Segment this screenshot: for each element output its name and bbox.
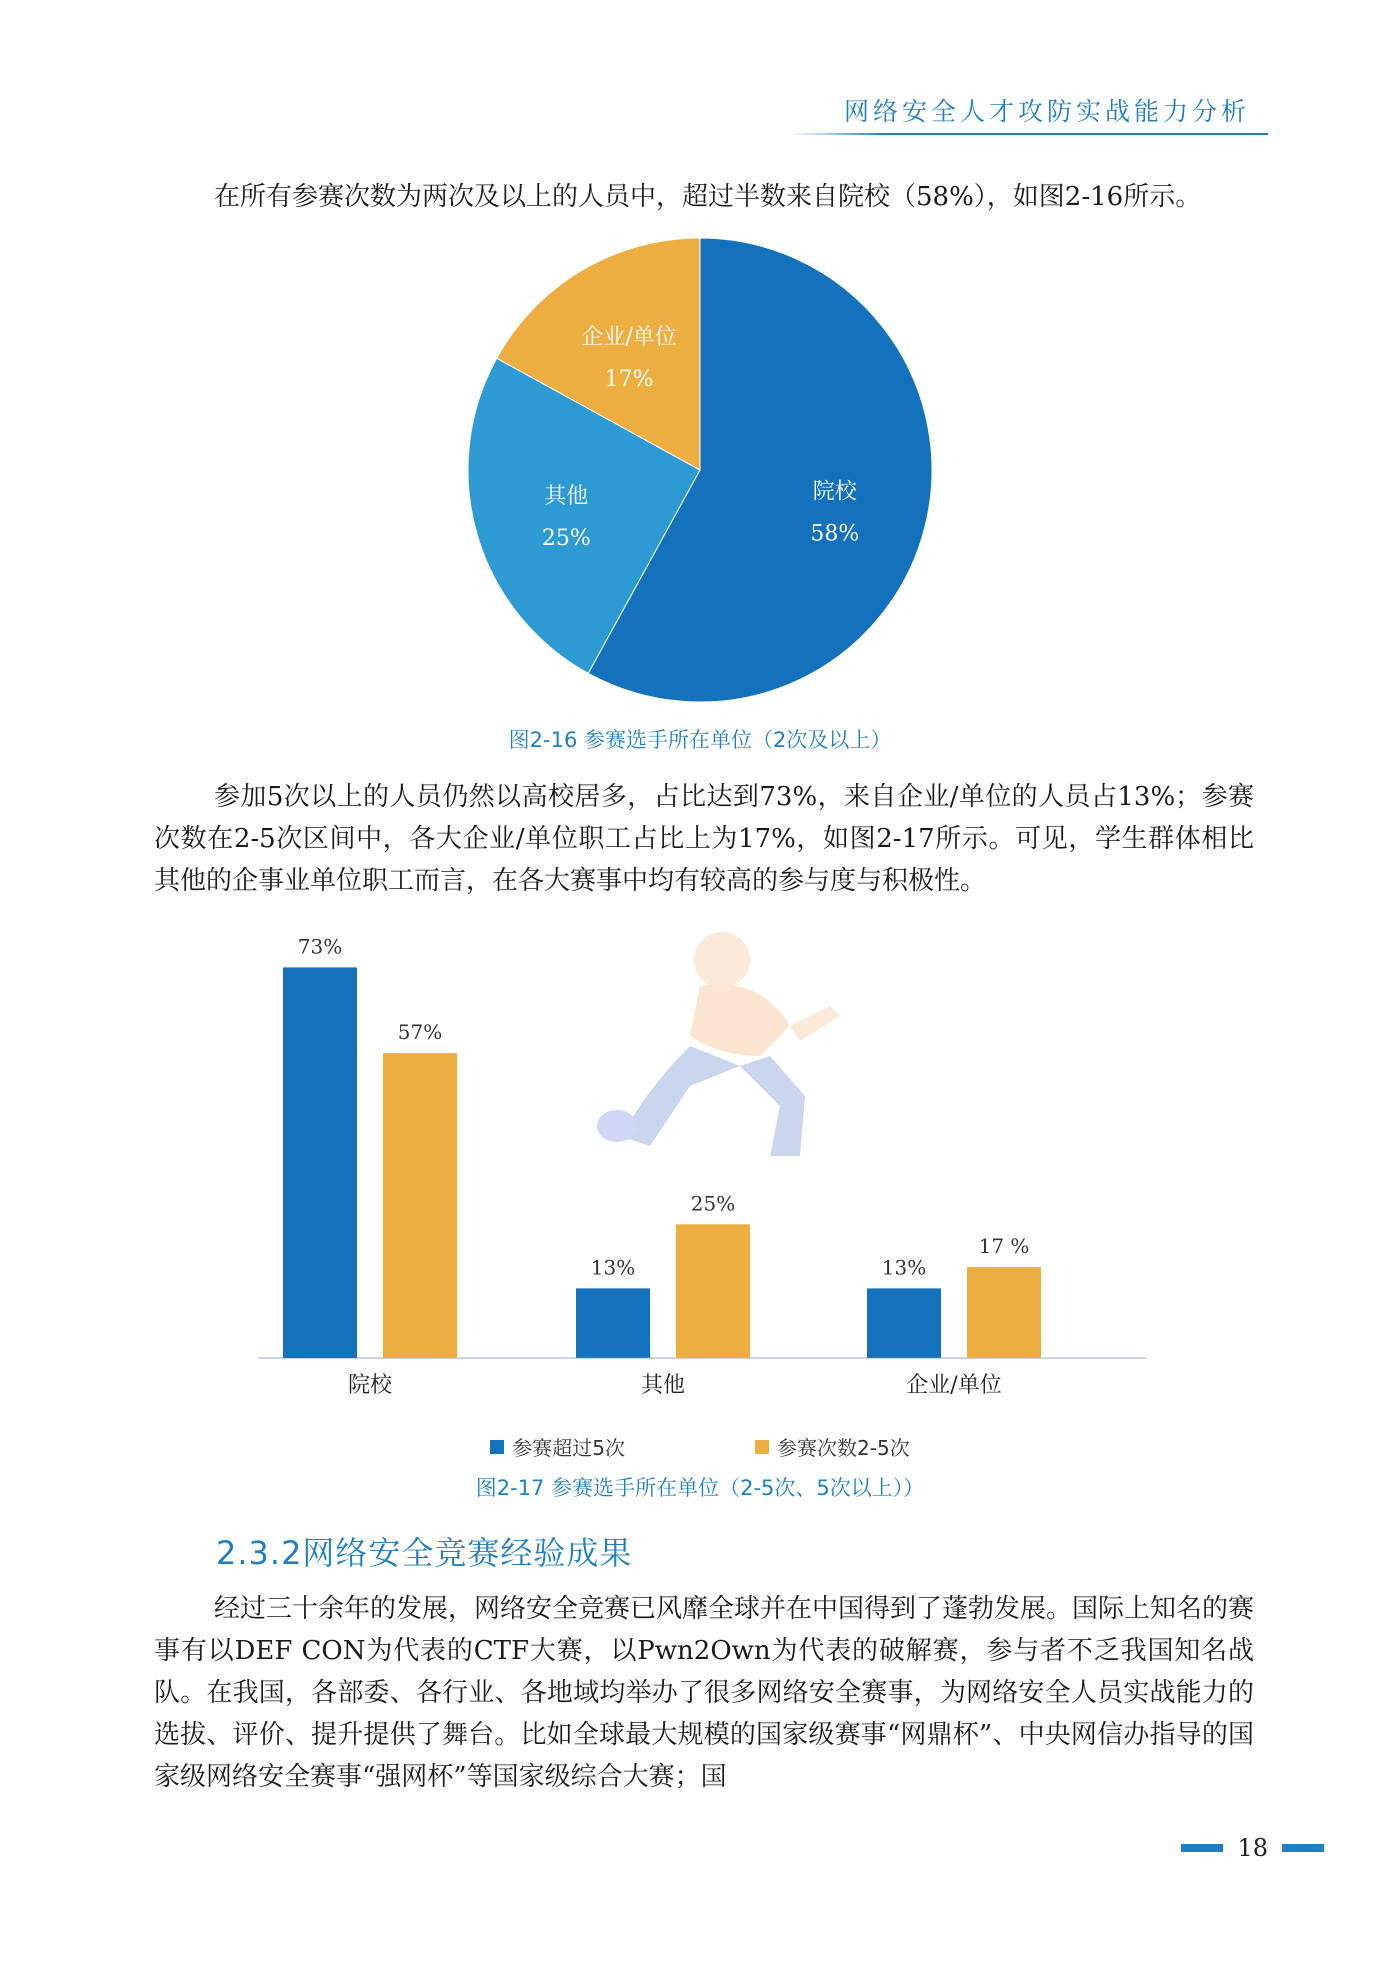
- bar-category-label-3: 企业/单位: [906, 1373, 1002, 1398]
- paragraph-3: 经过三十余年的发展，网络安全竞赛已风靡全球并在中国得到了蓬勃发展。国际上知名的赛事有以DEF CON为代表的CTF大赛，以Pwn2Own为代表的破解赛，参与者不乏我国知名战队。在我国，各部委、各行业、各地域均举办了很多网络安全赛事，为网络安全人员实战能力的选拔、评价、提升提供了舞台。比如全球最大规模的国家级赛事“网鼎杯”、中央网信办指导的国家级网络安全赛事“强网杯”等国家级综合大赛；国: [154, 1594, 1255, 1792]
- legend-label-series-1: 参赛超过5次: [512, 1436, 626, 1460]
- legend-item-series-2: [755, 1432, 910, 1461]
- figure-1-caption: 图2-16 参赛选手所在单位（2次及以上）: [508, 728, 892, 752]
- pie-chart: [0, 222, 1400, 762]
- header-title: 网络安全人才攻防实战能力分析: [843, 97, 1250, 126]
- legend-label-series-2: 参赛次数2-5次: [777, 1436, 910, 1460]
- bar-value-label-3-1: 13%: [881, 1255, 927, 1280]
- pie-value-label-3: 17%: [604, 367, 654, 393]
- section-heading: 2.3.2网络安全竞赛经验成果: [216, 1534, 633, 1572]
- bar-legend: [0, 1432, 1400, 1461]
- page-number-text: 18: [1237, 1834, 1268, 1862]
- header-rule: [790, 133, 1268, 135]
- page-number-bar-left: [1181, 1844, 1223, 1852]
- bar-1-series-1: [283, 967, 357, 1358]
- bar-value-label-2-2: 25%: [690, 1191, 736, 1216]
- bar-3-series-1: [867, 1288, 941, 1358]
- pie-value-label-2: 25%: [541, 525, 591, 551]
- legend-item-series-1: [490, 1432, 625, 1461]
- bar-category-label-1: 院校: [347, 1373, 393, 1398]
- paragraph-1: 在所有参赛次数为两次及以上的人员中，超过半数来自院校（58%），如图2-16所示。: [214, 182, 1202, 212]
- runner-illustration: [597, 932, 840, 1156]
- pie-label-3: 企业/单位: [581, 325, 677, 351]
- pie-label-2: 其他: [544, 483, 589, 509]
- pie-value-label-1: 58%: [810, 521, 860, 547]
- bar-value-label-1-1: 73%: [297, 934, 343, 959]
- page-number: [1181, 1834, 1324, 1862]
- bar-2-series-1: [576, 1288, 650, 1358]
- legend-swatch-series-2: [755, 1440, 769, 1454]
- figure-2-caption: 图2-17 参赛选手所在单位（2-5次、5次以上））: [475, 1476, 925, 1500]
- bar-category-label-2: 其他: [640, 1373, 686, 1398]
- bar-2-series-2: [676, 1224, 750, 1358]
- paragraph-2: 参加5次以上的人员仍然以高校居多，占比达到73%，来自企业/单位的人员占13%；参赛次数在2-5次区间中，各大企业/单位职工占比上为17%，如图2-17所示。可见，学生群体相比其他的企事业单位职工而言，在各大赛事中均有较高的参与度与积极性。: [154, 782, 1254, 896]
- bar-value-label-2-1: 13%: [590, 1255, 636, 1280]
- pie-label-1: 院校: [812, 479, 857, 505]
- bar-1-series-2: [383, 1053, 457, 1358]
- bar-value-label-3-2: 17 %: [978, 1234, 1030, 1259]
- bar-value-label-1-2: 57%: [397, 1020, 443, 1045]
- page-number-bar-right: [1282, 1844, 1324, 1852]
- bar-3-series-2: [967, 1267, 1041, 1358]
- bar-chart: [0, 906, 1400, 1406]
- legend-swatch-series-1: [490, 1440, 504, 1454]
